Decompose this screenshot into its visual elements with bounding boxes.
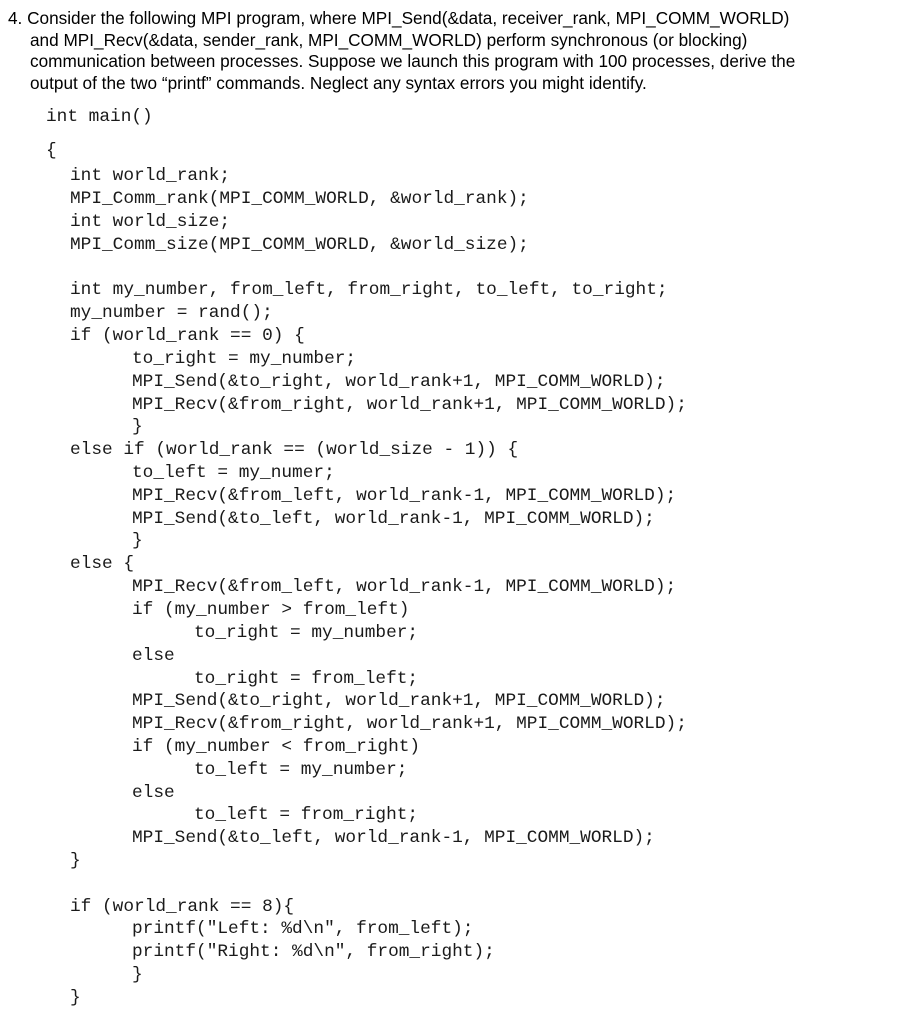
code-line: {: [46, 141, 57, 161]
code-line: }: [132, 417, 143, 437]
code-line: MPI_Comm_size(MPI_COMM_WORLD, &world_size);: [70, 235, 529, 255]
code-line: else if (world_rank == (world_size - 1)) {: [70, 440, 519, 460]
code-line: }: [70, 851, 81, 871]
question-line: 4. Consider the following MPI program, where MPI_Send(&data, receiver_rank, MPI_COMM_WORLD): [8, 8, 790, 28]
code-line: to_right = my_number;: [132, 349, 357, 369]
code-line: to_right = from_left;: [194, 669, 419, 689]
code-line: MPI_Recv(&from_right, world_rank+1, MPI_COMM_WORLD);: [132, 395, 687, 415]
code-line: }: [132, 531, 143, 551]
code-line: MPI_Comm_rank(MPI_COMM_WORLD, &world_rank);: [70, 189, 529, 209]
code-line: if (world_rank == 0) {: [70, 326, 305, 346]
code-line: MPI_Send(&to_right, world_rank+1, MPI_COMM_WORLD);: [132, 372, 666, 392]
code-line: if (my_number > from_left): [132, 600, 410, 620]
code-line: to_right = my_number;: [194, 623, 419, 643]
code-line: my_number = rand();: [70, 303, 273, 323]
code-line: MPI_Send(&to_left, world_rank-1, MPI_COMM_WORLD);: [132, 828, 655, 848]
code-line: else: [132, 646, 175, 666]
question-line: and MPI_Recv(&data, sender_rank, MPI_COMM_WORLD) perform synchronous (or blocking): [30, 29, 748, 50]
code-line: if (world_rank == 8){: [70, 897, 295, 917]
code-line: MPI_Recv(&from_left, world_rank-1, MPI_COMM_WORLD);: [132, 486, 677, 506]
code-line: MPI_Send(&to_right, world_rank+1, MPI_COMM_WORLD);: [132, 691, 666, 711]
code-line: }: [132, 965, 143, 985]
code-line: else {: [70, 554, 135, 574]
code-line: to_left = my_numer;: [132, 463, 335, 483]
question-line: output of the two “printf” commands. Neglect any syntax errors you might identify.: [30, 72, 647, 93]
code-line: to_left = my_number;: [194, 760, 408, 780]
code-line: int my_number, from_left, from_right, to_left, to_right;: [70, 280, 668, 300]
question-line: communication between processes. Suppose we launch this program with 100 processes, derive the: [30, 51, 796, 71]
code-line: int main(): [46, 107, 153, 127]
code-line: MPI_Recv(&from_left, world_rank-1, MPI_COMM_WORLD);: [132, 577, 677, 597]
code-line: int world_size;: [70, 212, 231, 232]
code-line: MPI_Recv(&from_right, world_rank+1, MPI_COMM_WORLD);: [132, 714, 687, 734]
code-line: int world_rank;: [70, 166, 231, 186]
code-line: else: [132, 783, 175, 803]
code-line: if (my_number < from_right): [132, 737, 421, 757]
code-line: to_left = from_right;: [194, 805, 419, 825]
code-line: MPI_Send(&to_left, world_rank-1, MPI_COMM_WORLD);: [132, 509, 655, 529]
code-line: printf("Left: %d\n", from_left);: [132, 919, 474, 939]
code-line: }: [70, 988, 81, 1008]
code-line: printf("Right: %d\n", from_right);: [132, 942, 495, 962]
